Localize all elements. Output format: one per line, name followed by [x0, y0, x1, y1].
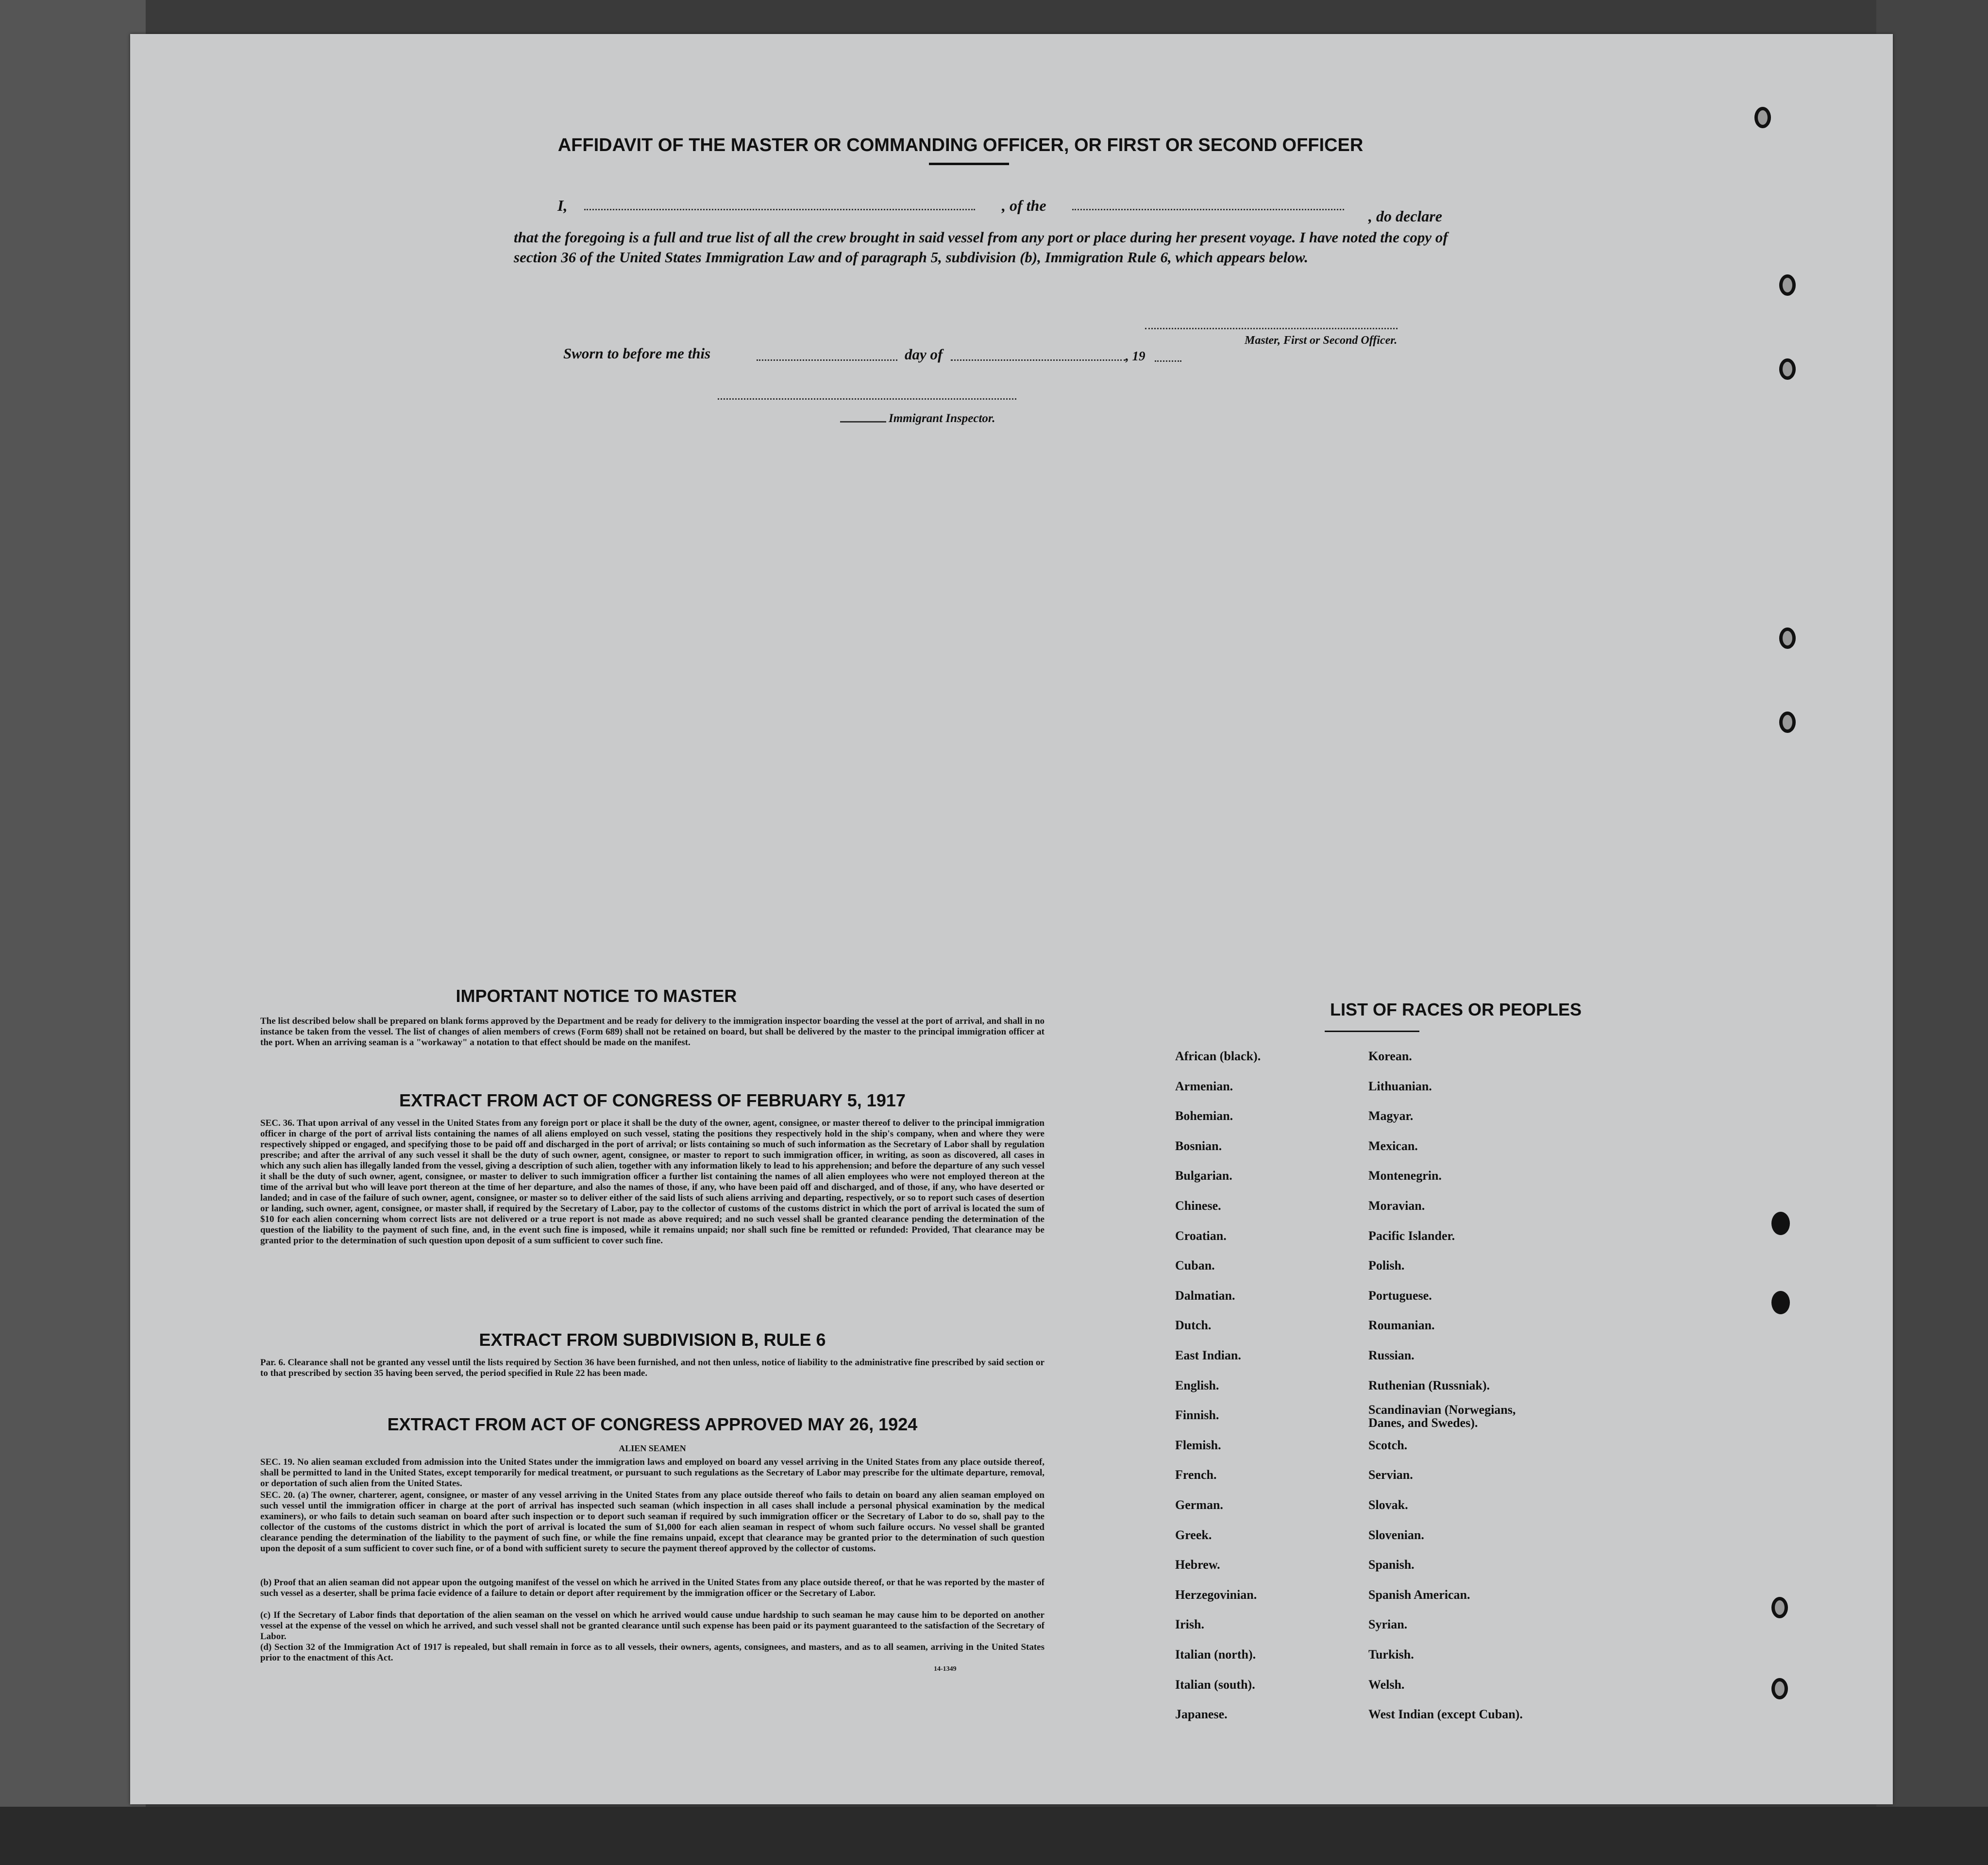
inspector-label: Immigrant Inspector. — [889, 412, 995, 425]
extract-1924-sec19: SEC. 19. No alien seaman excluded from admission into the United States under the immigration laws and employed on board any vessel arriving in the United States from any place outside thereof, shall be permitted to land in the United States, except temporarily for medical treatment, or pursuant to such regulations as the Secretary of Labor may prescribe for the ultimate departure, removal, or deportation of such alien from the United States. — [260, 1457, 1045, 1489]
race-item: Greek. — [1175, 1527, 1212, 1542]
race-item: Croatian. — [1175, 1228, 1227, 1243]
notice-title: IMPORTANT NOTICE TO MASTER — [455, 986, 737, 1006]
form-number: 14-1349 — [934, 1665, 957, 1673]
signature-label: Master, First or Second Officer. — [1245, 334, 1398, 347]
race-item: Polish. — [1368, 1258, 1405, 1273]
sworn-label: Sworn to before me this — [563, 345, 711, 362]
affidavit-i-label: I, — [557, 197, 568, 214]
race-item: Scotch. — [1368, 1438, 1408, 1452]
name-field[interactable] — [584, 209, 975, 210]
punch-hole — [1779, 712, 1796, 733]
inspector-rule — [840, 421, 886, 423]
punch-hole — [1779, 274, 1796, 296]
race-item: Italian (south). — [1175, 1677, 1255, 1692]
signature-field[interactable] — [1145, 328, 1398, 329]
do-declare-label: , do declare — [1368, 207, 1442, 225]
inspector-signature-field[interactable] — [718, 398, 1016, 400]
race-item: Syrian. — [1368, 1617, 1408, 1632]
race-item: German. — [1175, 1498, 1223, 1512]
background-right — [1876, 0, 1988, 1865]
race-item: Turkish. — [1368, 1647, 1414, 1662]
race-item: Flemish. — [1175, 1438, 1221, 1452]
race-item: Irish. — [1175, 1617, 1204, 1632]
extract-rule6-text: Par. 6. Clearance shall not be granted any vessel until the lists required by Section 36 have been furnished, and not then unless, notice of liability to the administrative fine prescribed by said section or to that prescribed by section 35 having been served, the period specified in Rule 22 has been made. — [260, 1357, 1045, 1378]
punch-hole — [1771, 1291, 1790, 1314]
race-item: Hebrew. — [1175, 1558, 1220, 1572]
extract-rule6-title: EXTRACT FROM SUBDIVISION B, RULE 6 — [479, 1330, 826, 1350]
race-item: Lithuanian. — [1368, 1079, 1432, 1093]
affidavit-body: that the foregoing is a full and true list of all the crew brought in said vessel from any port or place during her present voyage. I have noted the copy of section 36 of the United States Immigration Law and of paragraph 5, subdivision (b), Immigration Rule 6, which appears below. — [514, 229, 1448, 266]
race-item: Cuban. — [1175, 1258, 1215, 1273]
title-underline — [929, 163, 1009, 165]
month-field[interactable] — [951, 359, 1126, 361]
race-item: Japanese. — [1175, 1707, 1228, 1722]
race-item: Italian (north). — [1175, 1647, 1256, 1662]
race-item: African (black). — [1175, 1049, 1261, 1063]
race-item: French. — [1175, 1468, 1217, 1482]
race-item: Dalmatian. — [1175, 1288, 1235, 1303]
punch-hole — [1779, 627, 1796, 649]
punch-hole — [1754, 107, 1771, 128]
race-item: English. — [1175, 1378, 1219, 1392]
extract-1924-sec20a: SEC. 20. (a) The owner, charterer, agent, consignee, or master of any vessel arriving in the United States from any place outside thereof who fails to detain on board any alien seaman employed on such vessel until the immigration officer in charge at the port of arrival has inspected such seaman (which inspection in all cases shall include a personal physical examination by the medical examiners), or who fails to detain such seaman on board after such inspection or to deport such seaman if required by such immigration officer or the Secretary of Labor to do so, shall pay to the collector of the customs of the customs district in which the port of arrival is located the sum of $1,000 for each alien seaman in respect of whom such failure occurs. No vessel shall be granted clearance pending the determination of the liability to the payment of such fine, or while the fine remains unpaid, except that clearance may be granted prior to the determination of such question upon the deposit of a sum sufficient to cover such fine, or of a bond with sufficient surety to secure the payment thereof approved by the collector of customs. — [260, 1490, 1045, 1554]
races-title: LIST OF RACES OR PEOPLES — [1330, 1000, 1582, 1019]
background-bottom — [0, 1807, 1988, 1865]
race-item: Bosnian. — [1175, 1138, 1222, 1153]
extract-1917-text: SEC. 36. That upon arrival of any vessel in the United States from any foreign port or place it shall be the duty of the owner, agent, consignee, or master thereof to deliver to the principal immigration officer in charge of the port of arrival lists containing the names of all aliens employed on such vessel, stating the positions they respectively hold in the ship's company, when and where they were respectively shipped or engaged, and specifying those to be paid off and discharged in the port of arrival; or lists containing so much of such information as the Secretary of Labor shall by regulation prescribe; and after the arrival of any such vessel it shall be the duty of such owner, agent, consignee, or master to report to such immigration officer, in writing, as soon as discovered, all cases in which any such alien has illegally landed from the vessel, giving a description of such alien, together with any information likely to lead to his apprehension; and before the departure of any such vessel it shall be the duty of such owner, agent, consignee, or master to deliver to such immigration officer a further list containing the names of all alien employees who were not employed thereon at the time of the arrival but who will leave port thereon at the time of her departure, and also the names of those, if any, who have been paid off and discharged, and of those, if any, who have deserted or landed; and in case of the failure of such owner, agent, consignee, or master so to deliver either of the said lists of such aliens arriving and departing, respectively, or so to report such cases of desertion or landing, such owner, agent, consignee, or master shall, if required by the Secretary of Labor, pay to the collector of customs of the customs district in which the port of arrival is located the sum of $10 for each alien concerning whom correct lists are not delivered or a true report is not made as above required; and no such vessel shall be granted clearance pending the determination of the question of the liability to the payment of such fine, and, in the event such fine is imposed, while it remains unpaid; nor shall such fine be remitted or refunded: Provided, That clearance may be granted prior to the determination of such question upon deposit of a sum sufficient to cover such fine. — [260, 1118, 1045, 1246]
extract-1924-subtitle: ALIEN SEAMEN — [619, 1443, 686, 1453]
race-item: Servian. — [1368, 1468, 1413, 1482]
affidavit-title: AFFIDAVIT OF THE MASTER OR COMMANDING OFFICER, OR FIRST OR SECOND OFFICER — [557, 135, 1364, 155]
race-item: Herzegovinian. — [1175, 1587, 1257, 1602]
vessel-field[interactable] — [1072, 209, 1344, 210]
day-field[interactable] — [757, 359, 897, 361]
manifest-page — [130, 34, 1893, 1804]
race-item: Korean. — [1368, 1049, 1412, 1063]
race-item: Pacific Islander. — [1368, 1228, 1455, 1243]
race-item: Bulgarian. — [1175, 1169, 1232, 1183]
extract-1924-sec20b: (b) Proof that an alien seaman did not appear upon the outgoing manifest of the vessel on which he arrived in the United States from any place outside thereof, or that he was reported by the master of such vessel as a deserter, shall be prima facie evidence of a failure to detain or deport after requirement by the immigration officer or the Secretary of Labor. — [260, 1577, 1045, 1598]
notice-text: The list described below shall be prepared on blank forms approved by the Department and be ready for delivery to the immigration inspector boarding the vessel at the port of arrival, and shall in no instance be taken from the vessel. The list of changes of alien members of crews (Form 689) shall not be retained on board, but shall be delivered by the master to the principal immigration officer at the port. When an arriving seaman is a "workaway" a notation to that effect should be made on the manifest. — [260, 1016, 1045, 1048]
of-the-label: , of the — [1002, 197, 1046, 214]
punch-hole — [1771, 1597, 1788, 1618]
year-field[interactable] — [1155, 360, 1181, 362]
race-item: Slovak. — [1368, 1498, 1408, 1512]
background-left — [0, 0, 146, 1865]
race-item: Spanish. — [1368, 1558, 1415, 1572]
extract-1924-sec20c: (c) If the Secretary of Labor finds that deportation of the alien seaman on the vessel on which he arrived would cause undue hardship to such seaman he may cause him to be deported on another vessel at the expense of the vessel on which he arrived, and such vessel shall not be granted clearance until such expense has been paid or its payment guaranteed to the satisfaction of the Secretary of Labor. — [260, 1610, 1045, 1642]
day-of-label: day of — [905, 346, 943, 363]
race-item: Montenegrin. — [1368, 1169, 1442, 1183]
race-item: Spanish American. — [1368, 1587, 1470, 1602]
extract-1917-title: EXTRACT FROM ACT OF CONGRESS OF FEBRUARY 5, 1917 — [399, 1090, 906, 1110]
extract-1924-sec20d: (d) Section 32 of the Immigration Act of 1917 is repealed, but shall remain in force as to all vessels, their owners, agents, consignees, and masters, and as to all seamen, arriving in the United States prior to the enactment of this Act. — [260, 1642, 1045, 1663]
punch-hole — [1779, 358, 1796, 380]
punch-hole — [1771, 1678, 1788, 1699]
year-label: , 19 — [1126, 349, 1146, 363]
race-item: Moravian. — [1368, 1199, 1425, 1213]
race-item: Mexican. — [1368, 1138, 1418, 1153]
race-item: Armenian. — [1175, 1079, 1233, 1093]
race-item: Finnish. — [1175, 1408, 1219, 1423]
race-item: East Indian. — [1175, 1348, 1241, 1362]
race-item: Chinese. — [1175, 1199, 1221, 1213]
race-item: Slovenian. — [1368, 1527, 1424, 1542]
extract-1924-title: EXTRACT FROM ACT OF CONGRESS APPROVED MAY 26, 1924 — [387, 1414, 918, 1434]
punch-hole — [1771, 1212, 1790, 1235]
race-item: Russian. — [1368, 1348, 1415, 1362]
race-item: Scandinavian (Norwegians, Danes, and Swedes). — [1368, 1403, 1516, 1430]
races-title-underline — [1325, 1031, 1419, 1032]
race-item: West Indian (except Cuban). — [1368, 1707, 1523, 1722]
race-item: Bohemian. — [1175, 1109, 1233, 1123]
race-item: Welsh. — [1368, 1677, 1405, 1692]
race-item: Magyar. — [1368, 1109, 1414, 1123]
race-item: Portuguese. — [1368, 1288, 1432, 1303]
race-item: Roumanian. — [1368, 1318, 1435, 1333]
race-item: Dutch. — [1175, 1318, 1212, 1333]
race-item: Ruthenian (Russniak). — [1368, 1378, 1490, 1392]
